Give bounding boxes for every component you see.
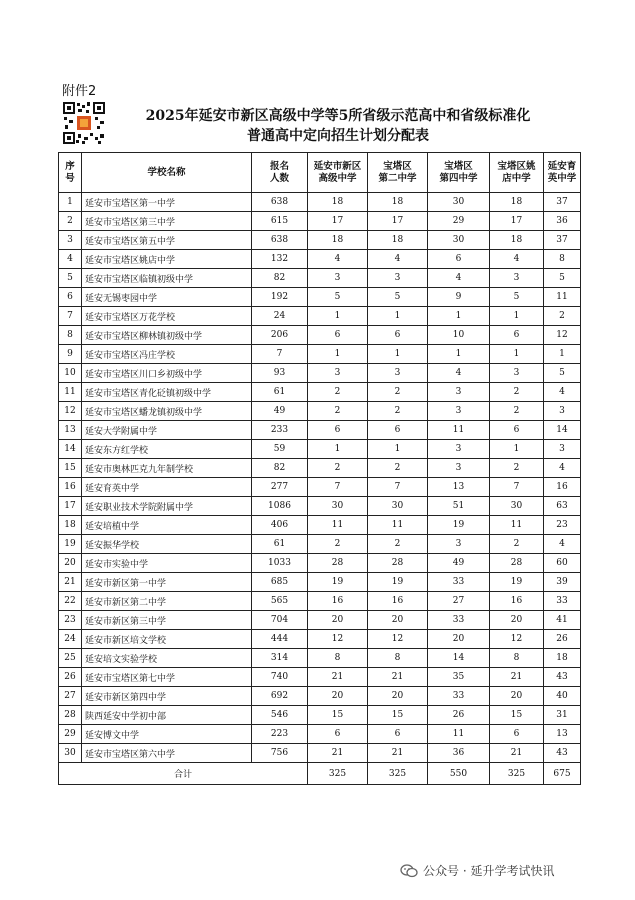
school-name: 延安市新区第三中学 <box>82 611 252 630</box>
header-applicants: 报名 人数 <box>252 153 308 193</box>
quota-xinqu-gaoji: 11 <box>308 516 368 535</box>
applicant-count: 7 <box>252 345 308 364</box>
quota-yuying: 14 <box>544 421 581 440</box>
row-index: 24 <box>59 630 82 649</box>
table-row <box>59 725 581 744</box>
row-index: 26 <box>59 668 82 687</box>
header-index: 序 号 <box>59 153 82 193</box>
quota-xinqu-gaoji: 1 <box>308 345 368 364</box>
quota-baota-yaodian: 3 <box>490 269 544 288</box>
header-xinqu-gaoji: 延安市新区 高级中学 <box>308 153 368 193</box>
quota-yuying: 43 <box>544 668 581 687</box>
quota-yuying: 16 <box>544 478 581 497</box>
quota-baota-4th: 36 <box>428 744 490 763</box>
quota-baota-yaodian: 12 <box>490 630 544 649</box>
quota-baota-yaodian: 2 <box>490 535 544 554</box>
quota-baota-2nd: 5 <box>368 288 428 307</box>
table-row <box>59 364 581 383</box>
quota-baota-4th: 11 <box>428 421 490 440</box>
table-body <box>59 193 581 763</box>
applicant-count: 223 <box>252 725 308 744</box>
quota-baota-2nd: 3 <box>368 364 428 383</box>
title-line-2: 普通高中定向招生计划分配表 <box>247 128 429 144</box>
school-name: 延安东方红学校 <box>82 440 252 459</box>
applicant-count: 615 <box>252 212 308 231</box>
applicant-count: 444 <box>252 630 308 649</box>
table-row <box>59 573 581 592</box>
table-row <box>59 212 581 231</box>
school-name: 延安市新区培文学校 <box>82 630 252 649</box>
school-name: 延安市宝塔区第三中学 <box>82 212 252 231</box>
quota-baota-4th: 3 <box>428 459 490 478</box>
quota-baota-4th: 27 <box>428 592 490 611</box>
quota-yuying: 43 <box>544 744 581 763</box>
quota-yuying: 2 <box>544 307 581 326</box>
row-index: 3 <box>59 231 82 250</box>
quota-baota-2nd: 7 <box>368 478 428 497</box>
quota-baota-2nd: 11 <box>368 516 428 535</box>
applicant-count: 638 <box>252 231 308 250</box>
quota-yuying: 63 <box>544 497 581 516</box>
row-index: 11 <box>59 383 82 402</box>
quota-baota-2nd: 2 <box>368 459 428 478</box>
quota-yuying: 40 <box>544 687 581 706</box>
quota-baota-yaodian: 6 <box>490 725 544 744</box>
total-cell: 325 <box>308 763 368 785</box>
table-row <box>59 535 581 554</box>
school-name: 陕西延安中学初中部 <box>82 706 252 725</box>
quota-baota-yaodian: 4 <box>490 250 544 269</box>
school-name: 延安市宝塔区冯庄学校 <box>82 345 252 364</box>
quota-yuying: 39 <box>544 573 581 592</box>
school-name: 延安市新区第一中学 <box>82 573 252 592</box>
quota-baota-4th: 35 <box>428 668 490 687</box>
document-title <box>108 106 568 146</box>
quota-xinqu-gaoji: 7 <box>308 478 368 497</box>
quota-baota-2nd: 21 <box>368 744 428 763</box>
quota-yuying: 26 <box>544 630 581 649</box>
row-index: 22 <box>59 592 82 611</box>
quota-yuying: 1 <box>544 345 581 364</box>
row-index: 23 <box>59 611 82 630</box>
table-row <box>59 288 581 307</box>
row-index: 30 <box>59 744 82 763</box>
quota-baota-2nd: 19 <box>368 573 428 592</box>
school-name: 延安市宝塔区第五中学 <box>82 231 252 250</box>
table-row <box>59 307 581 326</box>
quota-baota-4th: 3 <box>428 535 490 554</box>
quota-xinqu-gaoji: 15 <box>308 706 368 725</box>
row-index: 27 <box>59 687 82 706</box>
attachment-label: 附件2 <box>62 84 97 99</box>
quota-baota-2nd: 18 <box>368 193 428 212</box>
table-row <box>59 668 581 687</box>
quota-baota-4th: 1 <box>428 307 490 326</box>
quota-xinqu-gaoji: 21 <box>308 668 368 687</box>
table-row <box>59 345 581 364</box>
row-index: 13 <box>59 421 82 440</box>
row-index: 25 <box>59 649 82 668</box>
quota-baota-4th: 4 <box>428 364 490 383</box>
school-name: 延安市宝塔区姚店中学 <box>82 250 252 269</box>
school-name: 延安市宝塔区川口乡初级中学 <box>82 364 252 383</box>
quota-xinqu-gaoji: 18 <box>308 231 368 250</box>
footer-text: 公众号 · 延升学考试快讯 <box>423 864 555 878</box>
school-name: 延安市实验中学 <box>82 554 252 573</box>
total-row <box>59 763 581 785</box>
quota-yuying: 36 <box>544 212 581 231</box>
table-row <box>59 592 581 611</box>
quota-baota-2nd: 30 <box>368 497 428 516</box>
quota-baota-2nd: 15 <box>368 706 428 725</box>
table-header-row <box>59 153 581 193</box>
quota-baota-4th: 3 <box>428 383 490 402</box>
quota-baota-4th: 1 <box>428 345 490 364</box>
quota-baota-2nd: 8 <box>368 649 428 668</box>
quota-xinqu-gaoji: 30 <box>308 497 368 516</box>
school-name: 延安市新区第二中学 <box>82 592 252 611</box>
quota-baota-4th: 3 <box>428 440 490 459</box>
table-row <box>59 269 581 288</box>
table-row <box>59 478 581 497</box>
wechat-official-account-icon <box>400 864 418 878</box>
quota-yuying: 18 <box>544 649 581 668</box>
quota-baota-4th: 13 <box>428 478 490 497</box>
quota-yuying: 3 <box>544 440 581 459</box>
quota-yuying: 8 <box>544 250 581 269</box>
quota-baota-yaodian: 19 <box>490 573 544 592</box>
quota-baota-2nd: 17 <box>368 212 428 231</box>
school-name: 延安市新区第四中学 <box>82 687 252 706</box>
table-row <box>59 649 581 668</box>
quota-baota-2nd: 12 <box>368 630 428 649</box>
applicant-count: 132 <box>252 250 308 269</box>
table-row <box>59 744 581 763</box>
row-index: 15 <box>59 459 82 478</box>
applicant-count: 740 <box>252 668 308 687</box>
quota-baota-2nd: 20 <box>368 611 428 630</box>
quota-baota-4th: 51 <box>428 497 490 516</box>
quota-xinqu-gaoji: 6 <box>308 725 368 744</box>
table-row <box>59 706 581 725</box>
school-name: 延安市宝塔区第一中学 <box>82 193 252 212</box>
quota-baota-4th: 9 <box>428 288 490 307</box>
school-name: 延安市宝塔区蟠龙镇初级中学 <box>82 402 252 421</box>
school-name: 延安市宝塔区柳林镇初级中学 <box>82 326 252 345</box>
total-cell: 675 <box>544 763 581 785</box>
row-index: 7 <box>59 307 82 326</box>
applicant-count: 192 <box>252 288 308 307</box>
allocation-table <box>58 152 581 785</box>
quota-baota-yaodian: 30 <box>490 497 544 516</box>
table-row <box>59 611 581 630</box>
header-baota-2nd: 宝塔区 第二中学 <box>368 153 428 193</box>
row-index: 4 <box>59 250 82 269</box>
quota-baota-4th: 14 <box>428 649 490 668</box>
quota-baota-4th: 19 <box>428 516 490 535</box>
applicant-count: 638 <box>252 193 308 212</box>
quota-yuying: 13 <box>544 725 581 744</box>
quota-yuying: 37 <box>544 231 581 250</box>
quota-xinqu-gaoji: 2 <box>308 402 368 421</box>
applicant-count: 24 <box>252 307 308 326</box>
table-row <box>59 687 581 706</box>
quota-baota-yaodian: 17 <box>490 212 544 231</box>
quota-xinqu-gaoji: 1 <box>308 307 368 326</box>
quota-xinqu-gaoji: 12 <box>308 630 368 649</box>
quota-baota-4th: 11 <box>428 725 490 744</box>
row-index: 6 <box>59 288 82 307</box>
quota-baota-2nd: 2 <box>368 383 428 402</box>
quota-xinqu-gaoji: 21 <box>308 744 368 763</box>
total-cell: 325 <box>490 763 544 785</box>
quota-yuying: 4 <box>544 535 581 554</box>
quota-baota-2nd: 4 <box>368 250 428 269</box>
applicant-count: 685 <box>252 573 308 592</box>
quota-baota-yaodian: 15 <box>490 706 544 725</box>
quota-baota-yaodian: 1 <box>490 440 544 459</box>
school-name: 延安市奥林匹克九年制学校 <box>82 459 252 478</box>
applicant-count: 692 <box>252 687 308 706</box>
row-index: 2 <box>59 212 82 231</box>
table-row <box>59 383 581 402</box>
table-row <box>59 250 581 269</box>
quota-baota-4th: 6 <box>428 250 490 269</box>
quota-baota-2nd: 6 <box>368 326 428 345</box>
applicant-count: 314 <box>252 649 308 668</box>
quota-baota-yaodian: 6 <box>490 421 544 440</box>
school-name: 延安市宝塔区临镇初级中学 <box>82 269 252 288</box>
table-row <box>59 326 581 345</box>
table-row <box>59 630 581 649</box>
quota-baota-2nd: 6 <box>368 725 428 744</box>
quota-yuying: 11 <box>544 288 581 307</box>
header-baota-4th: 宝塔区 第四中学 <box>428 153 490 193</box>
table-row <box>59 421 581 440</box>
quota-xinqu-gaoji: 1 <box>308 440 368 459</box>
quota-baota-2nd: 18 <box>368 231 428 250</box>
school-name: 延安市宝塔区第六中学 <box>82 744 252 763</box>
quota-yuying: 41 <box>544 611 581 630</box>
row-index: 18 <box>59 516 82 535</box>
quota-baota-yaodian: 6 <box>490 326 544 345</box>
school-name: 延安培文实验学校 <box>82 649 252 668</box>
quota-xinqu-gaoji: 6 <box>308 421 368 440</box>
quota-baota-2nd: 2 <box>368 535 428 554</box>
quota-xinqu-gaoji: 20 <box>308 611 368 630</box>
quota-baota-yaodian: 1 <box>490 307 544 326</box>
row-index: 28 <box>59 706 82 725</box>
table-row <box>59 193 581 212</box>
applicant-count: 546 <box>252 706 308 725</box>
row-index: 14 <box>59 440 82 459</box>
quota-yuying: 31 <box>544 706 581 725</box>
school-name: 延安职业技术学院附属中学 <box>82 497 252 516</box>
quota-baota-yaodian: 11 <box>490 516 544 535</box>
quota-baota-2nd: 28 <box>368 554 428 573</box>
school-name: 延安无锡枣园中学 <box>82 288 252 307</box>
quota-baota-yaodian: 2 <box>490 402 544 421</box>
quota-baota-2nd: 1 <box>368 345 428 364</box>
header-yuying: 延安育 英中学 <box>544 153 581 193</box>
table-row <box>59 440 581 459</box>
quota-xinqu-gaoji: 2 <box>308 459 368 478</box>
quota-baota-yaodian: 2 <box>490 459 544 478</box>
quota-baota-yaodian: 2 <box>490 383 544 402</box>
quota-xinqu-gaoji: 28 <box>308 554 368 573</box>
quota-baota-yaodian: 21 <box>490 668 544 687</box>
row-index: 20 <box>59 554 82 573</box>
school-name: 延安振华学校 <box>82 535 252 554</box>
applicant-count: 277 <box>252 478 308 497</box>
applicant-count: 82 <box>252 269 308 288</box>
school-name: 延安市宝塔区第七中学 <box>82 668 252 687</box>
quota-baota-4th: 49 <box>428 554 490 573</box>
quota-xinqu-gaoji: 19 <box>308 573 368 592</box>
applicant-count: 704 <box>252 611 308 630</box>
quota-yuying: 4 <box>544 459 581 478</box>
applicant-count: 61 <box>252 535 308 554</box>
quota-yuying: 12 <box>544 326 581 345</box>
quota-baota-2nd: 21 <box>368 668 428 687</box>
quota-baota-2nd: 1 <box>368 307 428 326</box>
row-index: 5 <box>59 269 82 288</box>
quota-xinqu-gaoji: 3 <box>308 364 368 383</box>
quota-baota-2nd: 6 <box>368 421 428 440</box>
row-index: 16 <box>59 478 82 497</box>
row-index: 19 <box>59 535 82 554</box>
school-name: 延安培植中学 <box>82 516 252 535</box>
row-index: 21 <box>59 573 82 592</box>
quota-xinqu-gaoji: 20 <box>308 687 368 706</box>
quota-baota-yaodian: 7 <box>490 478 544 497</box>
quota-baota-2nd: 3 <box>368 269 428 288</box>
table-row <box>59 554 581 573</box>
quota-baota-yaodian: 28 <box>490 554 544 573</box>
quota-yuying: 23 <box>544 516 581 535</box>
quota-baota-yaodian: 20 <box>490 687 544 706</box>
quota-xinqu-gaoji: 8 <box>308 649 368 668</box>
quota-yuying: 5 <box>544 269 581 288</box>
qr-code-icon[interactable] <box>62 101 106 145</box>
table-row <box>59 516 581 535</box>
quota-baota-4th: 20 <box>428 630 490 649</box>
quota-baota-4th: 30 <box>428 193 490 212</box>
quota-baota-yaodian: 18 <box>490 231 544 250</box>
applicant-count: 49 <box>252 402 308 421</box>
quota-baota-yaodian: 18 <box>490 193 544 212</box>
quota-baota-yaodian: 20 <box>490 611 544 630</box>
quota-xinqu-gaoji: 18 <box>308 193 368 212</box>
title-line-1: 2025年延安市新区高级中学等5所省级示范高中和省级标准化 <box>145 108 531 124</box>
quota-xinqu-gaoji: 4 <box>308 250 368 269</box>
quota-baota-yaodian: 8 <box>490 649 544 668</box>
quota-yuying: 5 <box>544 364 581 383</box>
quota-baota-yaodian: 3 <box>490 364 544 383</box>
header-baota-yaodian: 宝塔区姚 店中学 <box>490 153 544 193</box>
row-index: 29 <box>59 725 82 744</box>
quota-yuying: 4 <box>544 383 581 402</box>
applicant-count: 82 <box>252 459 308 478</box>
applicant-count: 61 <box>252 383 308 402</box>
quota-baota-2nd: 2 <box>368 402 428 421</box>
quota-baota-yaodian: 21 <box>490 744 544 763</box>
table-row <box>59 231 581 250</box>
quota-yuying: 37 <box>544 193 581 212</box>
quota-xinqu-gaoji: 5 <box>308 288 368 307</box>
quota-baota-4th: 26 <box>428 706 490 725</box>
applicant-count: 1033 <box>252 554 308 573</box>
quota-baota-4th: 10 <box>428 326 490 345</box>
applicant-count: 406 <box>252 516 308 535</box>
school-name: 延安市宝塔区青化砭镇初级中学 <box>82 383 252 402</box>
quota-xinqu-gaoji: 17 <box>308 212 368 231</box>
school-name: 延安大学附属中学 <box>82 421 252 440</box>
row-index: 17 <box>59 497 82 516</box>
quota-xinqu-gaoji: 3 <box>308 269 368 288</box>
applicant-count: 59 <box>252 440 308 459</box>
table-row <box>59 402 581 421</box>
quota-baota-4th: 4 <box>428 269 490 288</box>
quota-baota-2nd: 20 <box>368 687 428 706</box>
quota-baota-4th: 33 <box>428 687 490 706</box>
quota-baota-4th: 3 <box>428 402 490 421</box>
quota-baota-2nd: 16 <box>368 592 428 611</box>
school-name: 延安博文中学 <box>82 725 252 744</box>
applicant-count: 233 <box>252 421 308 440</box>
quota-baota-4th: 33 <box>428 573 490 592</box>
row-index: 10 <box>59 364 82 383</box>
quota-yuying: 33 <box>544 592 581 611</box>
quota-xinqu-gaoji: 2 <box>308 535 368 554</box>
footer-watermark <box>400 862 554 879</box>
row-index: 8 <box>59 326 82 345</box>
applicant-count: 206 <box>252 326 308 345</box>
table-row <box>59 459 581 478</box>
quota-baota-yaodian: 1 <box>490 345 544 364</box>
quota-xinqu-gaoji: 2 <box>308 383 368 402</box>
quota-yuying: 3 <box>544 402 581 421</box>
quota-baota-4th: 30 <box>428 231 490 250</box>
header-school: 学校名称 <box>82 153 252 193</box>
quota-yuying: 60 <box>544 554 581 573</box>
quota-baota-yaodian: 5 <box>490 288 544 307</box>
table-row <box>59 497 581 516</box>
total-cell: 550 <box>428 763 490 785</box>
applicant-count: 1086 <box>252 497 308 516</box>
applicant-count: 756 <box>252 744 308 763</box>
total-cell: 325 <box>368 763 428 785</box>
total-label: 合计 <box>59 763 308 785</box>
row-index: 12 <box>59 402 82 421</box>
quota-baota-4th: 29 <box>428 212 490 231</box>
row-index: 1 <box>59 193 82 212</box>
quota-baota-yaodian: 16 <box>490 592 544 611</box>
quota-xinqu-gaoji: 16 <box>308 592 368 611</box>
quota-baota-4th: 33 <box>428 611 490 630</box>
school-name: 延安育英中学 <box>82 478 252 497</box>
applicant-count: 565 <box>252 592 308 611</box>
quota-xinqu-gaoji: 6 <box>308 326 368 345</box>
school-name: 延安市宝塔区万花学校 <box>82 307 252 326</box>
row-index: 9 <box>59 345 82 364</box>
applicant-count: 93 <box>252 364 308 383</box>
quota-baota-2nd: 1 <box>368 440 428 459</box>
